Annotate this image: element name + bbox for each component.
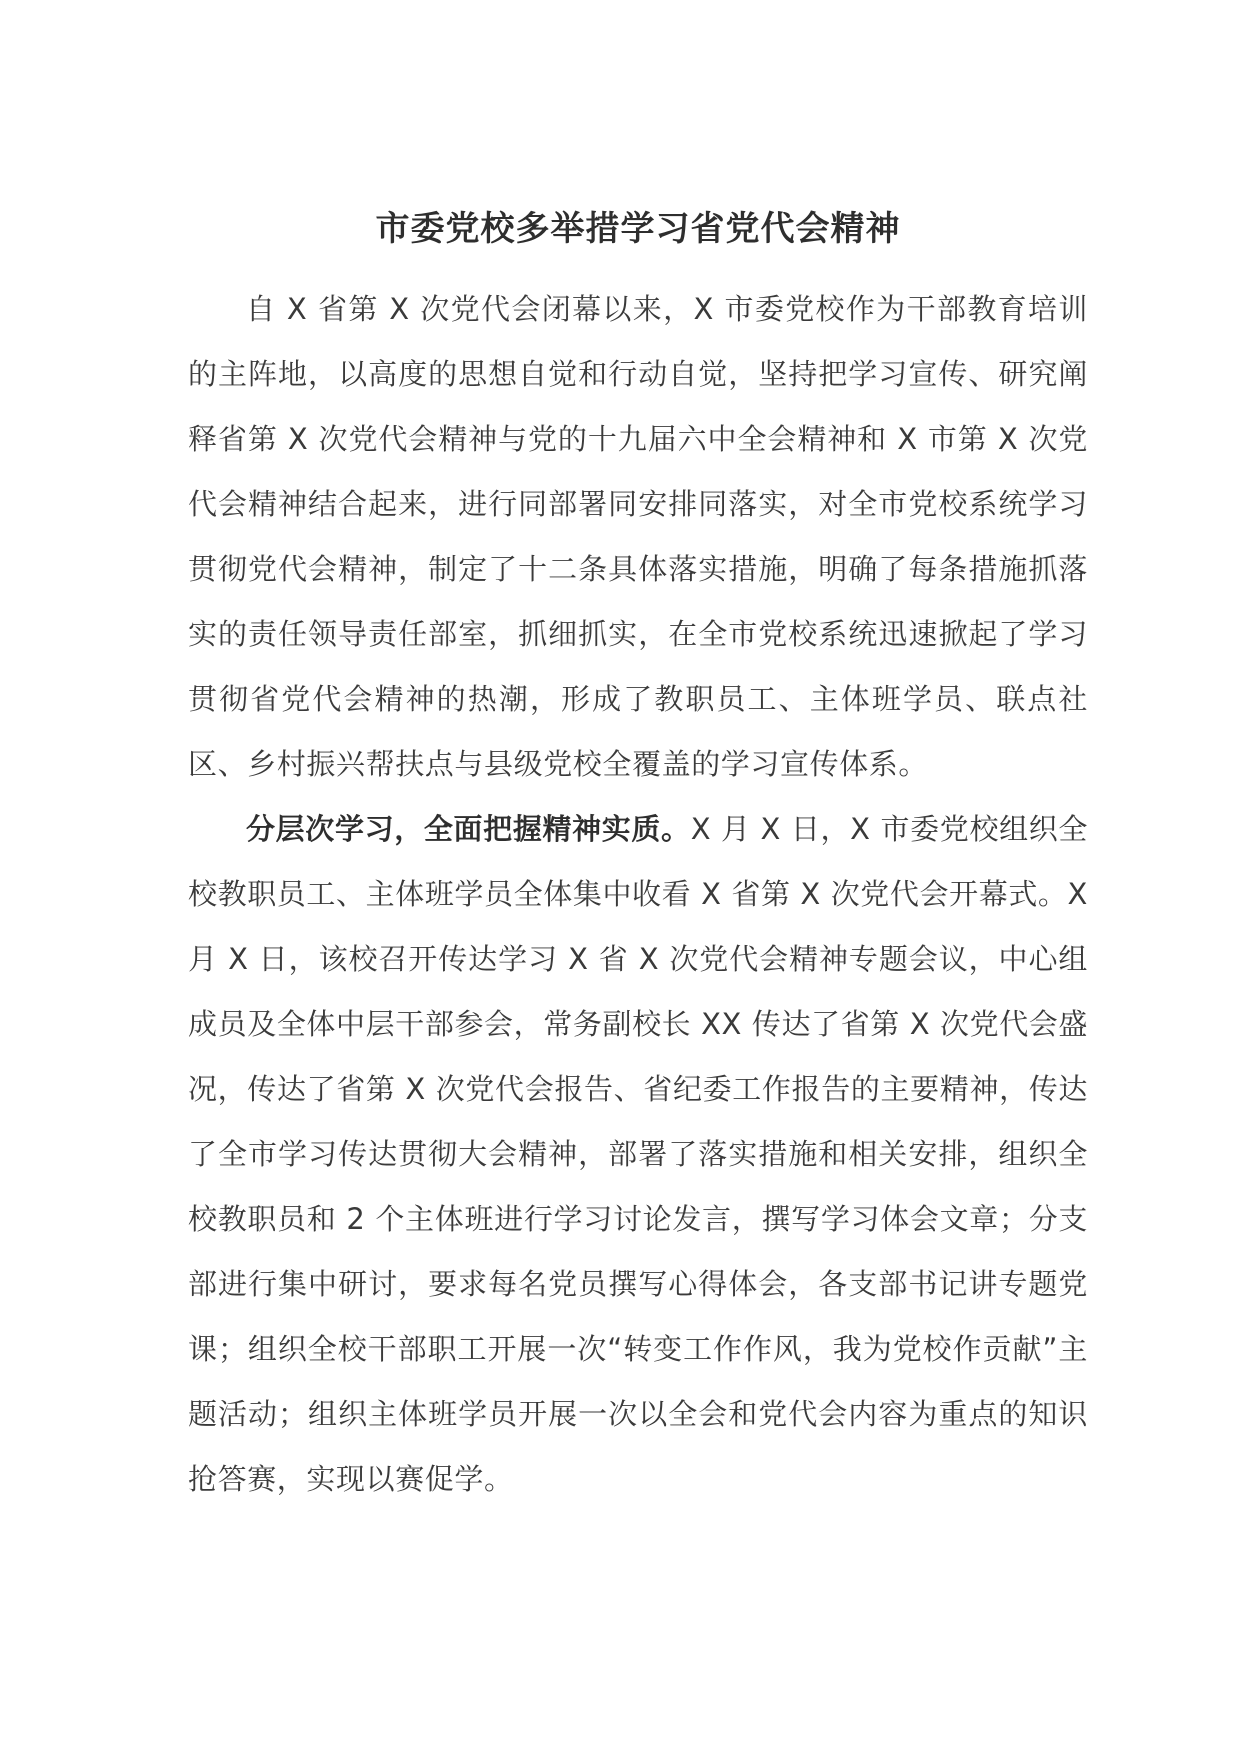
document-title: 市委党校多举措学习省党代会精神 [375,209,901,249]
paragraph-text: 自 X 省第 X 次党代会闭幕以来，X 市委党校作为干部教育培训的主阵地，以高度的思想自觉和行动自觉，坚持把学习宣传、研究阐释省第 X 次党代会精神与党的十九届六中全会精神和 X 市第 X 次党代会精神结合起来，进行同部署同安排同落实，对全市党校系统学习贯彻党代会精神，制定了十二条具体落实措施，明确了每条措施抓落实的责任领导责任部室，抓细抓实，在全市党校系统迅速掀起了学习贯彻省党代会精神的热潮，形成了教职员工、主体班学员、联点社区、乡村振兴帮扶点与县级党校全覆盖的学习宣传体系。 [188,292,1088,781]
paragraph-intro [188,277,1088,797]
paragraph-lead-heading: 分层次学习，全面把握精神实质。 [246,812,691,846]
paragraph-text: X 月 X 日，X 市委党校组织全校教职员工、主体班学员全体集中收看 X 省第 X 次党代会开幕式。X 月 X 日，该校召开传达学习 X 省 X 次党代会精神专题会议，中心组成员及全体中层干部参会，常务副校长 XX 传达了省第 X 次党代会盛况，传达了省第 X 次党代会报告、省纪委工作报告的主要精神，传达了全市学习传达贯彻大会精神，部署了落实措施和相关安排，组织全校教职员和 2 个主体班进行学习讨论发言，撰写学习体会文章；分支部进行集中研讨，要求每名党员撰写心得体会，各支部书记讲专题党课；组织全校干部职工开展一次“转变工作作风，我为党校作贡献”主题活动；组织主体班学员开展一次以全会和党代会内容为重点的知识抢答赛，实现以赛促学。 [188,812,1088,1496]
paragraph-layered-study [188,797,1088,1512]
document-body [188,277,1088,1512]
